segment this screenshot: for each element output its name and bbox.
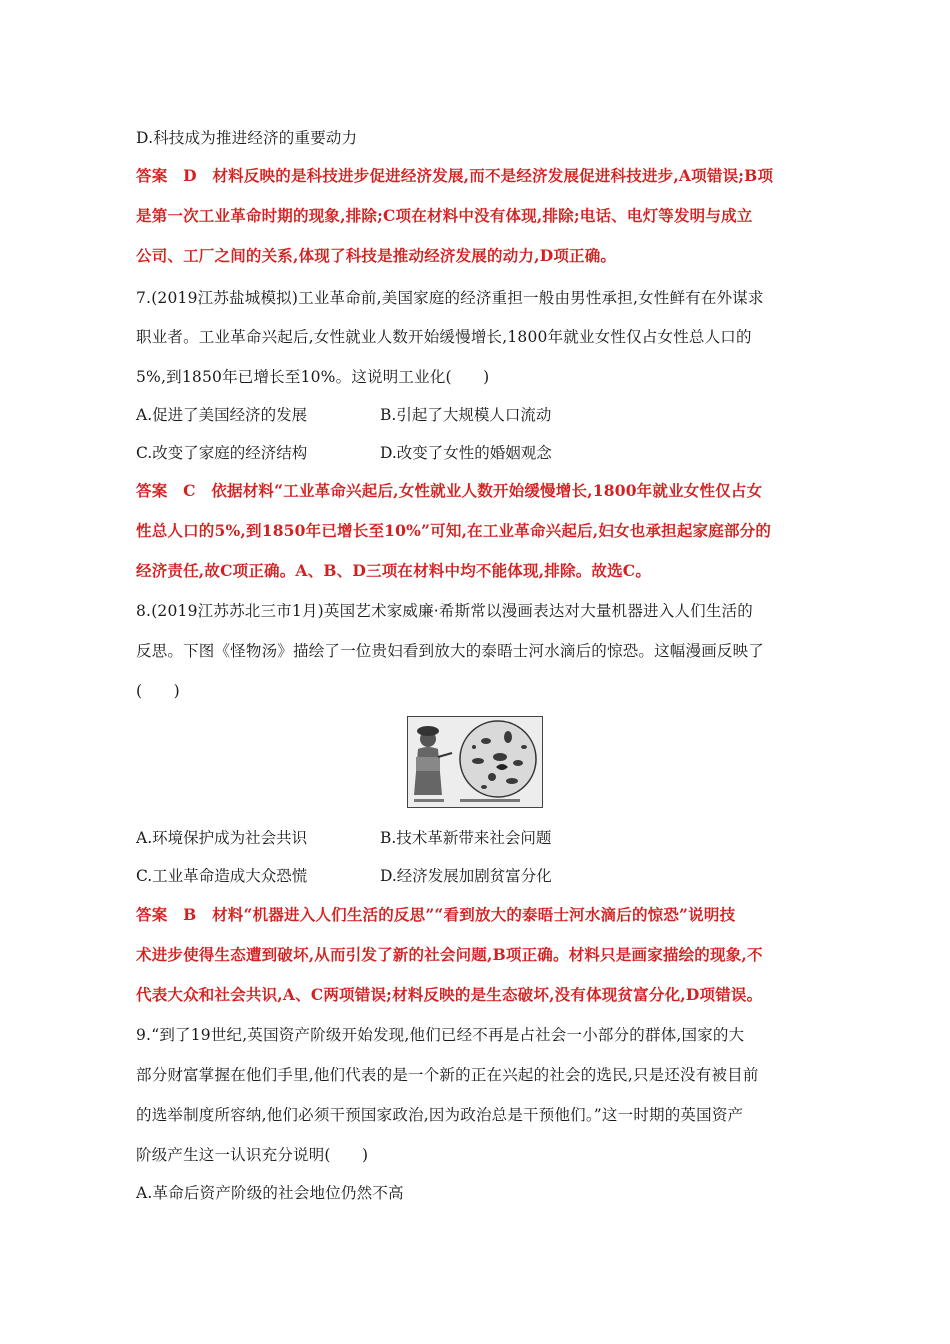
- q7-answer-line-3: 经济责任,故C项正确。A、B、D三项在材料中均不能体现,排除。故选C。: [136, 561, 652, 580]
- q7-answer-line-1: 答案 C 依据材料“工业革命兴起后,女性就业人数开始缓慢增长,1800年就业女性仅占女: [136, 481, 763, 500]
- q7-option-a: A.促进了美国经济的发展: [136, 406, 308, 424]
- q7-option-c: C.改变了家庭的经济结构: [136, 444, 308, 462]
- q7-stem-line-2: 职业者。工业革命兴起后,女性就业人数开始缓慢增长,1800年就业女性仅占女性总人口的: [136, 328, 752, 346]
- q8-stem-line-3: ( ): [136, 682, 180, 700]
- q8-stem-line-1: 8.(2019江苏苏北三市1月)英国艺术家威廉·希斯常以漫画表达对大量机器进入人们生活的: [136, 602, 753, 620]
- q7-stem-line-1: 7.(2019江苏盐城模拟)工业革命前,美国家庭的经济重担一般由男性承担,女性鲜有在外谋求: [136, 289, 764, 307]
- cartoon-illustration: [408, 717, 542, 807]
- q6-answer-line-3: 公司、工厂之间的关系,体现了科技是推动经济发展的动力,D项正确。: [136, 246, 617, 265]
- q7-option-d: D.改变了女性的婚姻观念: [380, 444, 552, 462]
- q8-option-b: B.技术革新带来社会问题: [380, 829, 552, 847]
- q8-option-d: D.经济发展加剧贫富分化: [380, 867, 552, 885]
- q9-stem-line-2: 部分财富掌握在他们手里,他们代表的是一个新的正在兴起的社会的选民,只是还没有被目前: [136, 1066, 759, 1084]
- q7-answer-line-2: 性总人口的5%,到1850年已增长至10%”可知,在工业革命兴起后,妇女也承担起家庭部分的: [136, 521, 772, 540]
- q8-answer-line-1: 答案 B 材料“机器进入人们生活的反思”“看到放大的泰晤士河水滴后的惊恐”说明技: [136, 905, 736, 924]
- q6-answer-line-2: 是第一次工业革命时期的现象,排除;C项在材料中没有体现,排除;电话、电灯等发明与成立: [136, 206, 753, 225]
- q6-answer-line-1: 答案 D 材料反映的是科技进步促进经济发展,而不是经济发展促进科技进步,A项错误;B项: [136, 166, 774, 185]
- q7-option-b: B.引起了大规模人口流动: [380, 406, 552, 424]
- q8-stem-line-2: 反思。下图《怪物汤》描绘了一位贵妇看到放大的泰晤士河水滴后的惊恐。这幅漫画反映了: [136, 642, 765, 660]
- q8-option-c: C.工业革命造成大众恐慌: [136, 867, 308, 885]
- q8-answer-line-3: 代表大众和社会共识,A、C两项错误;材料反映的是生态破坏,没有体现贫富分化,D项错误。: [136, 985, 763, 1004]
- q9-stem-line-3: 的选举制度所容纳,他们必须干预国家政治,因为政治总是干预他们。”这一时期的英国资产: [136, 1106, 744, 1124]
- q9-option-a: A.革命后资产阶级的社会地位仍然不高: [136, 1184, 404, 1202]
- q9-stem-line-4: 阶级产生这一认识充分说明( ): [136, 1146, 369, 1164]
- q7-stem-line-3: 5%,到1850年已增长至10%。这说明工业化( ): [136, 368, 490, 386]
- monster-soup-cartoon-image: [407, 716, 543, 808]
- q6-option-d: D.科技成为推进经济的重要动力: [136, 129, 358, 147]
- q9-stem-line-1: 9.“到了19世纪,英国资产阶级开始发现,他们已经不再是占社会一小部分的群体,国家的大: [136, 1026, 745, 1044]
- q8-answer-line-2: 术进步使得生态遭到破坏,从而引发了新的社会问题,B项正确。材料只是画家描绘的现象,不: [136, 945, 763, 964]
- q8-option-a: A.环境保护成为社会共识: [136, 829, 308, 847]
